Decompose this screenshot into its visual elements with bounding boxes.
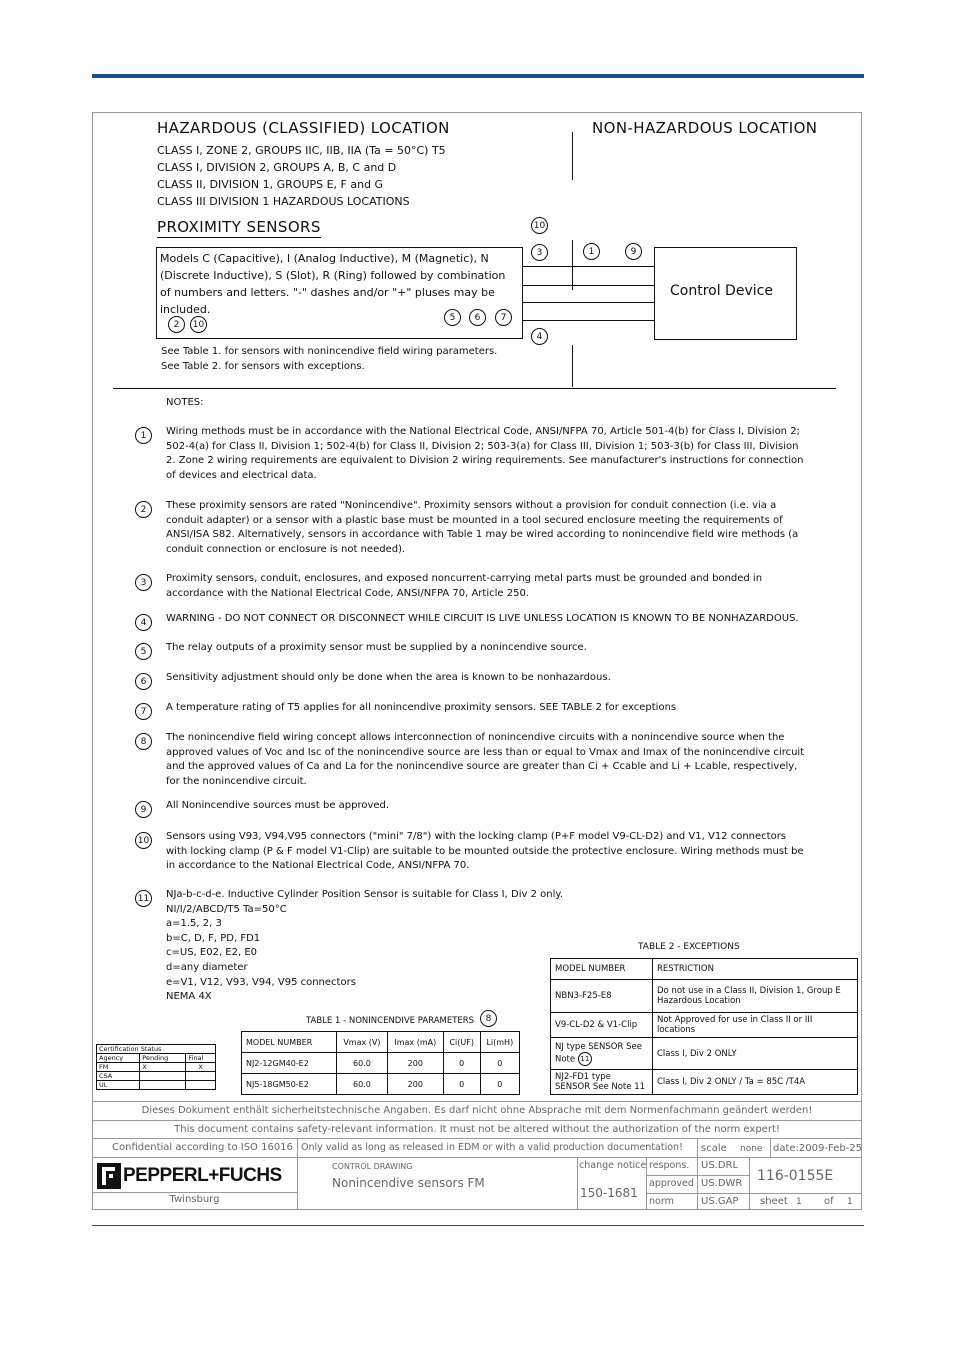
table1-cell: NJ2-12GM40-E2 (242, 1053, 337, 1074)
tb-vline (770, 1138, 771, 1158)
table2-cell: NBN3-F25-E8 (551, 980, 653, 1013)
tb-vline (697, 1138, 698, 1210)
see-table-2: See Table 2. for sensors with exceptions. (161, 361, 365, 372)
see-table-1: See Table 1. for sensors with nonincendive field wiring parameters. (161, 346, 498, 357)
date-label: date:2009-Feb-25 (773, 1143, 863, 1154)
pepperl-fuchs-logo (97, 1163, 295, 1189)
cert-cell: FM (97, 1063, 140, 1072)
validity: Only valid as long as released in EDM or with a valid production documentation! (301, 1142, 683, 1153)
cert-header: Agency (97, 1054, 140, 1063)
table1-cell: 0 (443, 1074, 480, 1095)
cert-cell: X (140, 1063, 186, 1072)
table1-cell: 0 (480, 1074, 519, 1095)
certification-table (96, 1044, 216, 1090)
location: Twinsburg (169, 1194, 220, 1205)
sheet-label: sheet (760, 1196, 788, 1207)
note-number: 3 (135, 574, 152, 591)
table2-cell: Class I, Div 2 ONLY / Ta = 85C /T4A (653, 1070, 858, 1095)
table2 (550, 958, 858, 1095)
boundary-line (572, 132, 573, 180)
tb-line (92, 1157, 862, 1158)
cert-cell: CSA (97, 1072, 140, 1081)
scale-value: none (740, 1144, 763, 1154)
logo-text: PEPPERL+FUCHS (123, 1165, 282, 1186)
note-text: NJa-b-c-d-e. Inductive Cylinder Position Sensor is suitable for Class I, Div 2 only. NI/I/2/ABCD/T5 Ta=50°C a=1.5, 2, 3 b=C, D, F, PD, FD1 c=US, E02, E2, E0 d=any diameter e=V1, V12, V93, V94, V95 connectors NEMA 4X (166, 889, 564, 1003)
drawing-type: CONTROL DRAWING (332, 1162, 413, 1171)
hazardous-title: HAZARDOUS (CLASSIFIED) LOCATION (157, 119, 450, 137)
marker-8: 8 (480, 1010, 497, 1027)
table1-cell: 60.0 (337, 1074, 388, 1095)
table2-title: TABLE 2 - EXCEPTIONS (638, 942, 740, 952)
table1-cell: 200 (387, 1053, 443, 1074)
note-number: 8 (135, 733, 152, 750)
marker-9: 9 (625, 243, 642, 260)
note-number: 4 (135, 614, 152, 631)
marker-3: 3 (531, 244, 548, 261)
norm-label: norm (649, 1196, 674, 1207)
note-text: Proximity sensors, conduit, enclosures, and exposed noncurrent-carrying metal parts must be grounded and bonded in accordance with the National Electrical Code, ANSI/NFPA 70, Article 250. (166, 573, 763, 599)
respons-label: respons. (649, 1160, 690, 1171)
note-number: 1 (135, 427, 152, 444)
class-line: CLASS I, ZONE 2, GROUPS IIC, IIB, IIA (Ta = 50°C) T5 (157, 144, 446, 157)
table1-header: Li(mH) (480, 1032, 519, 1053)
cert-title: Certification Status (97, 1045, 216, 1054)
confidential: Confidential according to ISO 16016 (112, 1142, 293, 1153)
approved-label: approved (649, 1178, 694, 1189)
tb-line (646, 1175, 750, 1176)
sensors-title: PROXIMITY SENSORS (157, 218, 321, 236)
cert-header: Pending (140, 1054, 186, 1063)
tb-vline (646, 1157, 647, 1210)
change-notice-label: change notice (579, 1160, 647, 1171)
table1-header: Imax (mA) (387, 1032, 443, 1053)
section-divider (113, 388, 836, 389)
boundary-line (572, 240, 573, 290)
logo-mark-icon (97, 1163, 121, 1189)
table1-header: Vmax (V) (337, 1032, 388, 1053)
note-text: Wiring methods must be in accordance with the National Electrical Code, ANSI/NFPA 70, Article 501-4(b) for Class I, Division 2; 502-4(a) for Class II, Division 1; 502-4(b) for Class II, Division 2; 503-3(a) for Class III, Division 1; 503-3(b) for Class III, Division 2. Zone 2 wiring requirements are equivalent to Division 2 wiring requirements. See manufacturer's instructions for connection of devices and electrical data. (166, 426, 804, 481)
note-number: 10 (135, 832, 152, 849)
wire (523, 320, 654, 321)
cert-cell: X (186, 1063, 216, 1072)
table1-cell: 0 (443, 1053, 480, 1074)
notes-title: NOTES: (166, 397, 204, 408)
boundary-line (572, 345, 573, 387)
cert-cell: UL (97, 1081, 140, 1090)
table2-cell: Do not use in a Class II, Division 1, Group E Hazardous Location (653, 980, 858, 1013)
cert-cell (186, 1072, 216, 1081)
tb-line (646, 1193, 862, 1194)
tb-line (92, 1192, 297, 1193)
table1-header: Ci(UF) (443, 1032, 480, 1053)
norm-value: US.GAP (701, 1196, 739, 1207)
marker-4: 4 (531, 328, 548, 345)
marker-10-top: 10 (531, 217, 548, 234)
sheet-value: 1 (796, 1197, 802, 1207)
marker-6: 6 (469, 309, 486, 326)
note-number: 9 (135, 801, 152, 818)
class-line: CLASS III DIVISION 1 HAZARDOUS LOCATIONS (157, 195, 410, 208)
table2-header: MODEL NUMBER (551, 959, 653, 980)
note-number: 5 (135, 643, 152, 660)
respons-value: US.DRL (701, 1160, 739, 1171)
cert-cell (140, 1072, 186, 1081)
table2-header: RESTRICTION (653, 959, 858, 980)
marker-10: 10 (190, 316, 207, 333)
marker-5: 5 (444, 309, 461, 326)
note-text: The relay outputs of a proximity sensor must be supplied by a nonincendive source. (166, 642, 587, 653)
table1-header: MODEL NUMBER (242, 1032, 337, 1053)
top-rule (92, 74, 864, 78)
note-text: WARNING - DO NOT CONNECT OR DISCONNECT WHILE CIRCUIT IS LIVE UNLESS LOCATION IS KNOWN TO BE NONHAZARDOUS. (166, 613, 799, 624)
approved-value: US.DWR (701, 1178, 743, 1189)
table1-cell: 0 (480, 1053, 519, 1074)
tb-vline (749, 1157, 750, 1210)
note-text: All Nonincendive sources must be approved. (166, 800, 390, 811)
note-text: These proximity sensors are rated "Nonincendive". Proximity sensors without a provision for conduit connection (i.e. via a conduit adapter) or a sensor with a plastic base must be mounted in a tool secured enclosure meeting the requirements of ANSI/ISA S82. Alternatively, sensors in accordance with Table 1 may be wired according to nonincendive field wire methods (a conduit connection or enclosure is not needed). (166, 500, 799, 555)
note-text: Sensors using V93, V94,V95 connectors ("mini" 7/8") with the locking clamp (P+F model V9-CL-D2) and V1, V12 connectors with locking clamp (P & F model V1-Clip) are suitable to be mounted outside the protective enclosure. Wiring methods must be in accordance to the National Electrical Code, ANSI/NFPA 70. (166, 831, 804, 872)
marker-1: 1 (583, 243, 600, 260)
cert-header: Final (186, 1054, 216, 1063)
table2-cell: NJ type SENSOR See Note 11 (551, 1038, 653, 1070)
table1 (241, 1031, 520, 1095)
note-number: 11 (135, 890, 152, 907)
wire (523, 266, 654, 267)
bottom-rule (92, 1225, 864, 1226)
table1-cell: 200 (387, 1074, 443, 1095)
marker-7: 7 (495, 309, 512, 326)
cert-cell (140, 1081, 186, 1090)
note-marker-11: 11 (578, 1052, 592, 1066)
note-text: A temperature rating of T5 applies for all nonincendive proximity sensors. SEE TABLE 2 for exceptions (166, 702, 677, 713)
note-number: 2 (135, 501, 152, 518)
of-value: 1 (847, 1197, 853, 1207)
marker-2: 2 (168, 316, 185, 333)
table2-cell: NJ2-FD1 type SENSOR See Note 11 (551, 1070, 653, 1095)
control-device-label: Control Device (670, 283, 773, 299)
wire (523, 285, 654, 286)
date-value: 2009-Feb-25 (798, 1143, 863, 1154)
tb-line (92, 1101, 862, 1102)
scale-label: scale (701, 1143, 727, 1154)
wire (523, 302, 654, 303)
german-notice: Dieses Dokument enthält sicherheitstechnische Angaben. Es darf nicht ohne Absprache mit dem Normenfachmann geändert werden! (141, 1105, 813, 1116)
tb-line (92, 1138, 862, 1139)
note-number: 6 (135, 673, 152, 690)
note-text: Sensitivity adjustment should only be done when the area is known to be nonhazardous. (166, 672, 611, 683)
drawing-title: Nonincendive sensors FM (332, 1176, 485, 1190)
table2-cell: V9-CL-D2 & V1-Clip (551, 1013, 653, 1038)
table2-cell: Not Approved for use in Class II or III locations (653, 1013, 858, 1038)
class-line: CLASS II, DIVISION 1, GROUPS E, F and G (157, 178, 384, 191)
table1-cell: 60.0 (337, 1053, 388, 1074)
nonhazardous-title: NON-HAZARDOUS LOCATION (592, 119, 818, 137)
tb-vline (297, 1138, 298, 1210)
note-number: 7 (135, 703, 152, 720)
table1-cell: NJ5-18GM50-E2 (242, 1074, 337, 1095)
doc-number: 116-0155E (757, 1168, 834, 1184)
change-notice-value: 150-1681 (580, 1186, 638, 1200)
tb-line (92, 1120, 862, 1121)
of-label: of (824, 1196, 834, 1207)
table2-cell: Class I, Div 2 ONLY (653, 1038, 858, 1070)
sensor-box-text: Models C (Capacitive), I (Analog Inductive), M (Magnetic), N (Discrete Inductive), S (Slot), R (Ring) followed by combination of numbers and letters. "-" dashes and/or "+" pluses may be included. (160, 252, 506, 316)
english-notice: This document contains safety-relevant information. It must not be altered without the authorization of the norm expert! (174, 1124, 780, 1135)
table1-title: TABLE 1 - NONINCENDIVE PARAMETERS (306, 1016, 475, 1026)
class-line: CLASS I, DIVISION 2, GROUPS A, B, C and D (157, 161, 397, 174)
note-text: The nonincendive field wiring concept allows interconnection of nonincendive circuits with a nonincendive source when the approved values of Voc and Isc of the nonincendive source are less than or equal to Vmax and Imax of the nonincendive circuit and the approved values of Ca and La for the nonincendive source are greater than Ci + Ccable and Li + Lcable, respectively, for the nonincendive circuit. (166, 732, 805, 787)
tb-vline (577, 1157, 578, 1210)
cert-cell (186, 1081, 216, 1090)
